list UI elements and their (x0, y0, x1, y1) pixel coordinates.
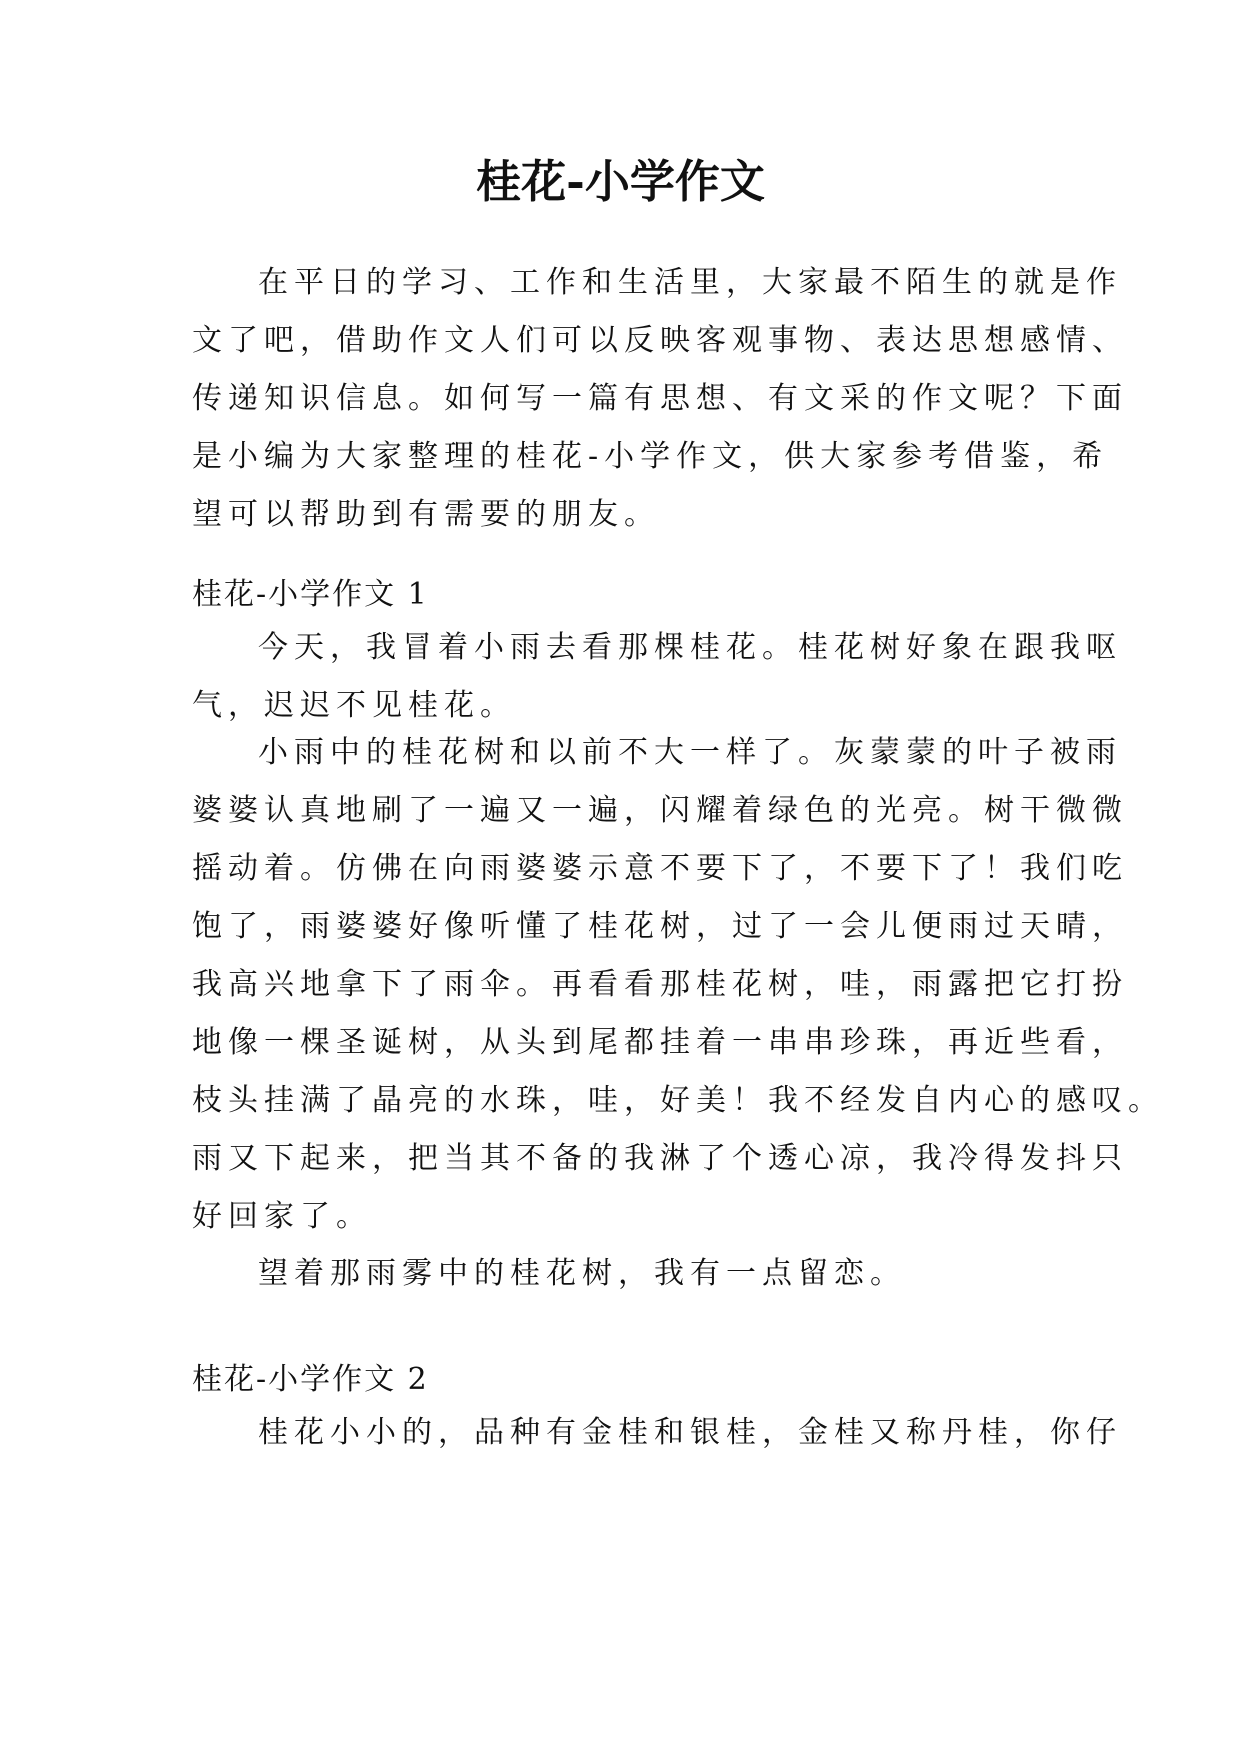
section2-paragraph-1 (192, 1404, 1122, 1462)
text-line: 望着那雨雾中的桂花树，我有一点留恋。 (258, 1256, 906, 1291)
text-line: 枝头挂满了晶亮的水珠，哇，好美！我不经发自内心的感叹。 (192, 1083, 1164, 1118)
text-line: 小雨中的桂花树和以前不大一样了。灰蒙蒙的叶子被雨 (258, 735, 1122, 770)
text-line: 气，迟迟不见桂花。 (192, 688, 516, 723)
text-line: 今天，我冒着小雨去看那棵桂花。桂花树好象在跟我呕 (258, 630, 1122, 665)
text-line: 文了吧，借助作文人们可以反映客观事物、表达思想感情、 (192, 323, 1128, 358)
text-line: 在平日的学习、工作和生活里，大家最不陌生的就是作 (258, 265, 1122, 300)
section-heading-1: 桂花-小学作文 1 (192, 577, 429, 612)
text-line: 桂花小小的，品种有金桂和银桂，金桂又称丹桂，你仔 (258, 1415, 1122, 1450)
section1-paragraph-2 (192, 724, 1164, 1246)
text-line: 饱了，雨婆婆好像听懂了桂花树，过了一会儿便雨过天晴， (192, 909, 1128, 944)
text-line: 望可以帮助到有需要的朋友。 (192, 497, 660, 532)
text-line: 雨又下起来，把当其不备的我淋了个透心凉，我冷得发抖只 (192, 1141, 1128, 1176)
text-line: 是小编为大家整理的桂花-小学作文，供大家参考借鉴，希 (192, 439, 1109, 474)
text-line: 我高兴地拿下了雨伞。再看看那桂花树，哇，雨露把它打扮 (192, 967, 1128, 1002)
section-heading-2: 桂花-小学作文 2 (192, 1362, 429, 1397)
text-line: 地像一棵圣诞树，从头到尾都挂着一串串珍珠，再近些看， (192, 1025, 1128, 1060)
section1-paragraph-3 (192, 1245, 1062, 1303)
section1-paragraph-1 (192, 619, 1122, 735)
text-line: 好回家了。 (192, 1199, 372, 1234)
intro-paragraph (192, 254, 1128, 544)
text-line: 传递知识信息。如何写一篇有思想、有文采的作文呢？下面 (192, 381, 1128, 416)
text-line: 婆婆认真地刷了一遍又一遍，闪耀着绿色的光亮。树干微微 (192, 793, 1128, 828)
text-line: 摇动着。仿佛在向雨婆婆示意不要下了，不要下了！我们吃 (192, 851, 1128, 886)
document-title: 桂花-小学作文 (476, 155, 765, 208)
